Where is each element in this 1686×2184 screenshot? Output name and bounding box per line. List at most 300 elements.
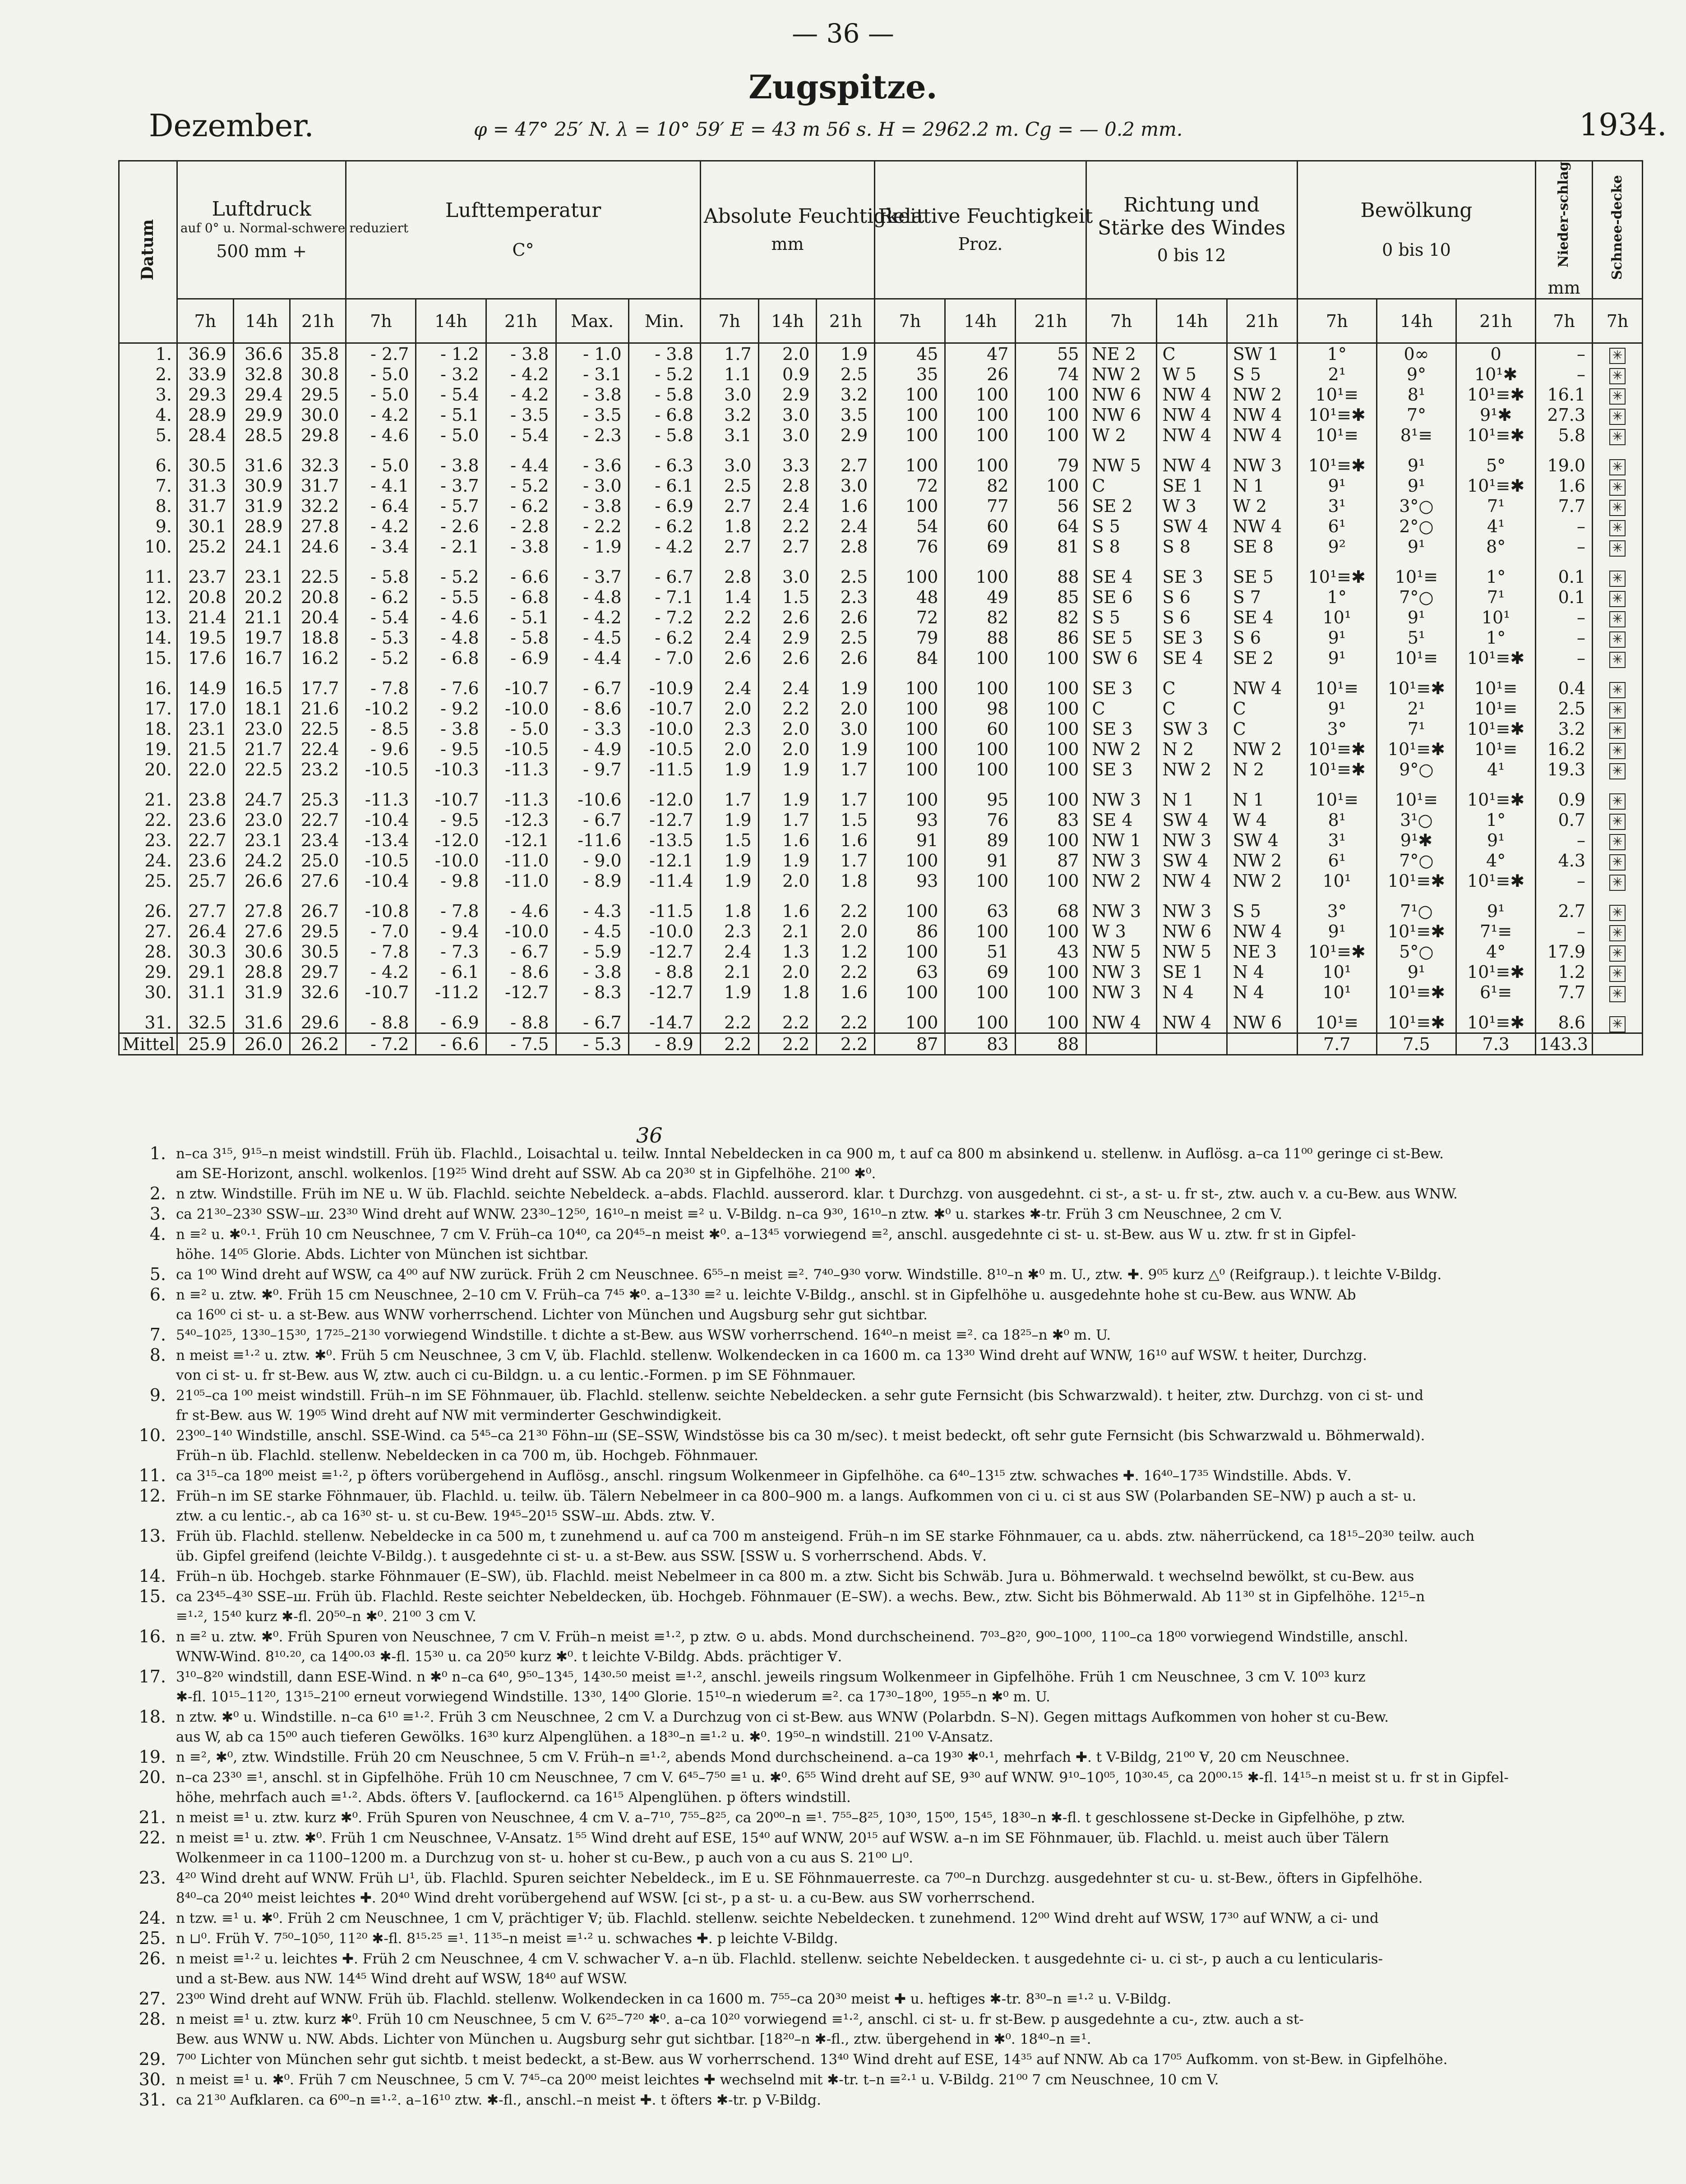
rel-humidity-14h: 60 <box>945 719 1016 739</box>
temp-7h: -10.4 <box>346 871 416 891</box>
remark-day: 20. <box>139 1767 166 1787</box>
temp-max: - 6.7 <box>556 810 628 830</box>
pressure-14h: 16.5 <box>233 668 290 698</box>
date-cell: 10. <box>119 536 177 557</box>
sub-7h: 7h <box>700 299 758 343</box>
snow-cover-7h <box>1593 627 1643 648</box>
pressure-21h: 16.2 <box>290 648 346 668</box>
sub-21h: 21h <box>290 299 346 343</box>
observation-table <box>118 160 1643 1055</box>
wind-21h: SE 8 <box>1227 536 1297 557</box>
temp-21h: - 8.6 <box>486 962 556 982</box>
wind-14h: NW 5 <box>1156 941 1227 962</box>
cloud-14h: 10¹≡✱ <box>1377 921 1456 941</box>
temp-max: - 9.7 <box>556 759 628 779</box>
pressure-14h: 19.7 <box>233 627 290 648</box>
abs-humidity-7h: 2.1 <box>700 962 758 982</box>
wind-14h: N 2 <box>1156 739 1227 759</box>
abs-humidity-21h: 1.9 <box>817 343 875 364</box>
rel-humidity-14h: 100 <box>945 405 1016 425</box>
temp-14h: - 4.8 <box>416 627 486 648</box>
abs-humidity-21h: 2.2 <box>817 891 875 921</box>
snow-cover-7h <box>1593 1002 1643 1033</box>
wind-21h: W 2 <box>1227 496 1297 516</box>
wind-14h: SE 1 <box>1156 962 1227 982</box>
temp-7h: - 5.0 <box>346 445 416 475</box>
rel-humidity-14h: 100 <box>945 648 1016 668</box>
remark-text: n meist ≡¹ u. ztw. kurz ✱⁰. Früh Spuren von Neuschnee, 4 cm V. a–7¹⁰, 7⁵⁵–8²⁵, ca 20⁰⁰–n ≡¹. 7⁵⁵–8²⁵, 10³⁰, 15⁰⁰, 15⁴⁵, 18³⁰–n ✱-fl. t geschlossene st-Decke in Gipfelhöhe, p ztw. <box>176 1810 1405 1826</box>
wind-14h: SW 4 <box>1156 850 1227 871</box>
snow-cover-7h <box>1593 941 1643 962</box>
remark-day: 14. <box>139 1566 166 1586</box>
remark-day: 4. <box>149 1224 166 1244</box>
pressure-7h: 23.6 <box>177 810 233 830</box>
snow-cover-symbol: ✳ <box>1609 793 1626 810</box>
abs-humidity-21h: 1.6 <box>817 830 875 850</box>
cloud-7h: 10¹≡✱ <box>1297 739 1377 759</box>
rel-humidity-7h: 100 <box>875 557 945 587</box>
remark-row <box>118 1486 1643 1526</box>
pressure-14h: 27.6 <box>233 921 290 941</box>
temp-min: - 7.2 <box>628 607 700 627</box>
remark-text: 21⁰⁵–ca 1⁰⁰ meist windstill. Früh–n im SE Föhnmauer, üb. Flachld. stellenw. seichte Nebeldecken. a sehr gute Fernsicht (bis Schwarzwald). t heiter, ztw. Durchzg. von ci st- und fr st-Bew. aus W. 19⁰⁵ Wind dreht auf NW mit verminderter Geschwindigkeit. <box>176 1387 1424 1424</box>
rel-humidity-14h: 83 <box>945 1033 1016 1055</box>
date-cell: 17. <box>119 698 177 719</box>
snow-cover-7h <box>1593 496 1643 516</box>
snow-cover-7h <box>1593 759 1643 779</box>
temp-14h: -12.0 <box>416 830 486 850</box>
temp-21h: - 5.2 <box>486 475 556 496</box>
snow-cover-symbol: ✳ <box>1609 520 1626 536</box>
abs-humidity-7h: 2.7 <box>700 496 758 516</box>
temp-21h: - 4.2 <box>486 384 556 405</box>
rel-humidity-14h: 100 <box>945 759 1016 779</box>
pressure-21h: 32.6 <box>290 982 346 1002</box>
rel-humidity-7h: 100 <box>875 384 945 405</box>
wind-14h: NW 3 <box>1156 830 1227 850</box>
cloud-21h: 10¹≡✱ <box>1456 1002 1536 1033</box>
temp-7h: - 4.2 <box>346 516 416 536</box>
pressure-7h: 17.6 <box>177 648 233 668</box>
temp-7h: - 3.4 <box>346 536 416 557</box>
wind-7h: NW 4 <box>1086 1002 1156 1033</box>
table-row <box>119 627 1643 648</box>
pressure-7h: 29.1 <box>177 962 233 982</box>
table-row <box>119 698 1643 719</box>
date-cell: 30. <box>119 982 177 1002</box>
rel-humidity-7h: 91 <box>875 830 945 850</box>
snow-cover-symbol: ✳ <box>1609 500 1626 516</box>
precip-7h: – <box>1536 343 1593 364</box>
cloud-7h: 9¹ <box>1297 698 1377 719</box>
precip-7h: 7.7 <box>1536 982 1593 1002</box>
rel-humidity-14h: 63 <box>945 891 1016 921</box>
sub-7h: 7h <box>875 299 945 343</box>
cloud-21h: 1° <box>1456 810 1536 830</box>
temp-7h: - 5.8 <box>346 557 416 587</box>
pressure-7h: 31.1 <box>177 982 233 1002</box>
temp-14h: - 4.6 <box>416 607 486 627</box>
pressure-21h: 20.4 <box>290 607 346 627</box>
date-cell: 23. <box>119 830 177 850</box>
temp-min: - 6.8 <box>628 405 700 425</box>
pressure-21h: 23.2 <box>290 759 346 779</box>
remark-text: n ⊔⁰. Früh Ɐ. 7⁵⁰–10⁵⁰, 11²⁰ ✱-fl. 8¹⁵·²⁵ ≡¹. 11³⁵–n meist ≡¹·² u. schwaches ✚. p leichte V-Bildg. <box>176 1931 838 1947</box>
snow-cover-7h <box>1593 364 1643 384</box>
cloud-14h: 10¹≡✱ <box>1377 739 1456 759</box>
temp-14h: - 7.8 <box>416 891 486 921</box>
temp-7h: - 7.8 <box>346 668 416 698</box>
snow-cover-7h <box>1593 343 1643 364</box>
temp-min: - 6.1 <box>628 475 700 496</box>
remark-day: 7. <box>149 1325 166 1345</box>
remark-row <box>118 1264 1643 1285</box>
remark-day: 10. <box>139 1425 166 1445</box>
sub-7h: 7h <box>1536 299 1593 343</box>
date-cell: 21. <box>119 779 177 810</box>
table-row <box>119 496 1643 516</box>
wind-21h: N 2 <box>1227 759 1297 779</box>
wind-21h: SE 2 <box>1227 648 1297 668</box>
pressure-14h: 20.2 <box>233 587 290 607</box>
abs-humidity-14h: 1.6 <box>758 830 817 850</box>
date-cell: 24. <box>119 850 177 871</box>
snow-cover-symbol: ✳ <box>1609 429 1626 445</box>
remark-row <box>118 1807 1643 1828</box>
temp-21h: - 3.8 <box>486 343 556 364</box>
wind-21h <box>1227 1033 1297 1055</box>
temp-14h: -10.0 <box>416 850 486 871</box>
temp-max: - 3.8 <box>556 496 628 516</box>
abs-humidity-7h: 1.5 <box>700 830 758 850</box>
rel-humidity-21h: 100 <box>1016 1002 1086 1033</box>
rel-humidity-7h: 100 <box>875 779 945 810</box>
rel-humidity-7h: 100 <box>875 891 945 921</box>
wind-7h: SE 4 <box>1086 810 1156 830</box>
snow-cover-7h <box>1593 516 1643 536</box>
pressure-7h: 25.9 <box>177 1033 233 1055</box>
abs-humidity-7h: 3.2 <box>700 405 758 425</box>
rel-humidity-7h: 100 <box>875 850 945 871</box>
date-cell: 22. <box>119 810 177 830</box>
snow-cover-7h <box>1593 739 1643 759</box>
table-row <box>119 536 1643 557</box>
cloud-7h: 3¹ <box>1297 496 1377 516</box>
cloud-14h: 7° <box>1377 405 1456 425</box>
rel-humidity-21h: 43 <box>1016 941 1086 962</box>
abs-humidity-7h: 2.2 <box>700 1002 758 1033</box>
snow-cover-symbol: ✳ <box>1609 814 1626 830</box>
cloud-21h: 10¹✱ <box>1456 364 1536 384</box>
abs-humidity-21h: 2.3 <box>817 587 875 607</box>
station-coordinates: φ = 47° 25′ N. λ = 10° 59′ E = 43 m 56 s. H = 2962.2 m. Cg = — 0.2 mm. <box>474 118 1183 140</box>
remark-day: 1. <box>149 1143 166 1163</box>
rel-humidity-21h: 100 <box>1016 719 1086 739</box>
rel-humidity-21h: 55 <box>1016 343 1086 364</box>
pressure-14h: 26.6 <box>233 871 290 891</box>
pressure-21h: 32.3 <box>290 445 346 475</box>
pressure-14h: 16.7 <box>233 648 290 668</box>
date-cell: 5. <box>119 425 177 445</box>
rel-humidity-7h: 87 <box>875 1033 945 1055</box>
pressure-21h: 22.4 <box>290 739 346 759</box>
snow-cover-7h <box>1593 425 1643 445</box>
abs-humidity-7h: 1.9 <box>700 759 758 779</box>
abs-humidity-7h: 1.9 <box>700 810 758 830</box>
rel-humidity-7h: 72 <box>875 607 945 627</box>
wind-14h: SW 4 <box>1156 516 1227 536</box>
rel-humidity-7h: 100 <box>875 668 945 698</box>
abs-humidity-14h: 1.9 <box>758 759 817 779</box>
snow-cover-symbol: ✳ <box>1609 479 1626 496</box>
wind-21h: NW 3 <box>1227 445 1297 475</box>
snow-cover-7h <box>1593 668 1643 698</box>
wind-7h: SE 6 <box>1086 587 1156 607</box>
table-row <box>119 921 1643 941</box>
date-cell: 15. <box>119 648 177 668</box>
pressure-21h: 18.8 <box>290 627 346 648</box>
wind-14h: SW 3 <box>1156 719 1227 739</box>
table-row <box>119 445 1643 475</box>
wind-21h: W 4 <box>1227 810 1297 830</box>
cloud-7h: 10¹≡✱ <box>1297 759 1377 779</box>
temperature-header: Lufttemperatur C° <box>346 161 700 299</box>
cloud-7h: 10¹ <box>1297 962 1377 982</box>
cloud-7h: 1° <box>1297 587 1377 607</box>
temp-21h: -10.0 <box>486 921 556 941</box>
precip-7h: – <box>1536 648 1593 668</box>
temp-max: -11.6 <box>556 830 628 850</box>
cloud-14h: 9¹ <box>1377 962 1456 982</box>
abs-humidity-14h: 2.8 <box>758 475 817 496</box>
cloud-21h: 7¹ <box>1456 587 1536 607</box>
pressure-7h: 14.9 <box>177 668 233 698</box>
temp-21h: - 5.0 <box>486 719 556 739</box>
precip-7h: 2.7 <box>1536 891 1593 921</box>
temp-max: - 5.3 <box>556 1033 628 1055</box>
cloud-21h: 7.3 <box>1456 1033 1536 1055</box>
wind-7h: SW 6 <box>1086 648 1156 668</box>
snow-cover-symbol: ✳ <box>1609 348 1626 364</box>
rel-humidity-21h: 100 <box>1016 425 1086 445</box>
temp-7h: -11.3 <box>346 779 416 810</box>
pressure-7h: 25.7 <box>177 871 233 891</box>
remark-row <box>118 1989 1643 2009</box>
remark-row <box>118 1949 1643 1989</box>
abs-humidity-21h: 1.6 <box>817 496 875 516</box>
temp-7h: - 4.2 <box>346 962 416 982</box>
abs-humidity-21h: 1.8 <box>817 871 875 891</box>
pressure-7h: 25.2 <box>177 536 233 557</box>
temp-14h: - 2.6 <box>416 516 486 536</box>
remark-day: 3. <box>149 1204 166 1224</box>
temp-14h: - 5.4 <box>416 384 486 405</box>
wind-header: Richtung und Stärke des Windes 0 bis 12 <box>1086 161 1297 299</box>
sub-21h: 21h <box>1227 299 1297 343</box>
date-cell: Mittel <box>119 1033 177 1055</box>
rel-humidity-21h: 79 <box>1016 445 1086 475</box>
temp-max: - 3.8 <box>556 384 628 405</box>
wind-7h: NW 5 <box>1086 941 1156 962</box>
pressure-21h: 29.7 <box>290 962 346 982</box>
abs-humidity-14h: 2.9 <box>758 384 817 405</box>
rel-humidity-7h: 84 <box>875 648 945 668</box>
temp-max: - 3.8 <box>556 962 628 982</box>
remark-day: 16. <box>139 1626 166 1646</box>
remark-day: 5. <box>149 1264 166 1284</box>
remark-text: ca 21³⁰ Aufklaren. ca 6⁰⁰–n ≡¹·². a–16¹⁰ ztw. ✱-fl., anschl.–n meist ✚. t öfters ✱-tr. p V-Bildg. <box>176 2092 821 2108</box>
cloud-14h: 10¹≡✱ <box>1377 982 1456 1002</box>
rel-humidity-14h: 100 <box>945 445 1016 475</box>
rel-humidity-14h: 98 <box>945 698 1016 719</box>
snow-cover-symbol: ✳ <box>1609 763 1626 779</box>
rel-humidity-14h: 100 <box>945 982 1016 1002</box>
snow-cover-7h <box>1593 719 1643 739</box>
cloud-14h: 9¹✱ <box>1377 830 1456 850</box>
abs-humidity-7h: 1.4 <box>700 587 758 607</box>
abs-humidity-14h: 0.9 <box>758 364 817 384</box>
remark-text: 7⁰⁰ Lichter von München sehr gut sichtb. t meist bedeckt, a st-Bew. aus W vorherrschend. 13⁴⁰ Wind dreht auf ESE, 14³⁵ auf NNW. Ab ca 17⁰⁵ Aufkomm. von st-Bew. in Gipfelhöhe. <box>176 2051 1448 2068</box>
temp-min: -12.0 <box>628 779 700 810</box>
cloud-14h: 10¹≡ <box>1377 648 1456 668</box>
abs-humidity-7h: 2.4 <box>700 627 758 648</box>
temp-14h: - 9.2 <box>416 698 486 719</box>
table-row <box>119 475 1643 496</box>
rel-humidity-21h: 100 <box>1016 921 1086 941</box>
abs-humidity-21h: 2.6 <box>817 607 875 627</box>
cloud-14h: 8¹ <box>1377 384 1456 405</box>
sub-7h: 7h <box>177 299 233 343</box>
remark-row <box>118 1184 1643 1204</box>
remark-day: 6. <box>149 1285 166 1304</box>
wind-7h: NW 3 <box>1086 779 1156 810</box>
rel-humidity-21h: 83 <box>1016 810 1086 830</box>
sub-21h: 21h <box>817 299 875 343</box>
remark-row <box>118 2069 1643 2090</box>
abs-humidity-7h: 1.7 <box>700 779 758 810</box>
temp-min: - 8.9 <box>628 1033 700 1055</box>
pressure-21h: 32.2 <box>290 496 346 516</box>
pressure-21h: 29.5 <box>290 921 346 941</box>
abs-humidity-21h: 2.2 <box>817 1033 875 1055</box>
pressure-14h: 28.5 <box>233 425 290 445</box>
remark-row <box>118 1667 1643 1707</box>
rel-humidity-7h: 72 <box>875 475 945 496</box>
rel-humidity-7h: 100 <box>875 941 945 962</box>
date-cell: 13. <box>119 607 177 627</box>
temp-max: - 1.0 <box>556 343 628 364</box>
table-row <box>119 891 1643 921</box>
abs-humidity-21h: 2.5 <box>817 364 875 384</box>
pressure-7h: 21.4 <box>177 607 233 627</box>
sub-14h: 14h <box>416 299 486 343</box>
remark-text: n meist ≡¹ u. ✱⁰. Früh 7 cm Neuschnee, 5 cm V. 7⁴⁵–ca 20⁰⁰ meist leichtes ✚ wechselnd mit ✱-tr. t–n ≡²·¹ u. V-Bildg. 21⁰⁰ 7 cm Neuschnee, 10 cm V. <box>176 2072 1219 2088</box>
rel-humidity-7h: 100 <box>875 405 945 425</box>
cloud-21h: 7¹ <box>1456 496 1536 516</box>
wind-7h: C <box>1086 475 1156 496</box>
precip-7h: 19.0 <box>1536 445 1593 475</box>
cloud-7h: 10¹≡✱ <box>1297 405 1377 425</box>
wind-21h: NW 2 <box>1227 850 1297 871</box>
wind-21h: SW 1 <box>1227 343 1297 364</box>
cloud-21h: 4¹ <box>1456 516 1536 536</box>
rel-humidity-14h: 100 <box>945 739 1016 759</box>
pressure-21h: 29.6 <box>290 1002 346 1033</box>
date-header: Datum <box>119 161 177 343</box>
abs-humidity-14h: 2.1 <box>758 921 817 941</box>
remark-row <box>118 1586 1643 1626</box>
wind-14h: C <box>1156 668 1227 698</box>
temp-max: - 6.7 <box>556 668 628 698</box>
cloud-7h: 10¹ <box>1297 871 1377 891</box>
snow-cover-symbol: ✳ <box>1609 834 1626 850</box>
snow-cover-7h <box>1593 982 1643 1002</box>
remark-day: 13. <box>139 1526 166 1546</box>
remark-text: ca 3¹⁵–ca 18⁰⁰ meist ≡¹·², p öfters vorübergehend in Auflösg., anschl. ringsum Wolkenmeer in Gipfelhöhe. ca 6⁴⁰–13¹⁵ ztw. schwaches ✚. 16⁴⁰–17³⁵ Windstille. Abds. Ɐ. <box>176 1468 1352 1484</box>
temp-min: -12.1 <box>628 850 700 871</box>
date-cell: 7. <box>119 475 177 496</box>
pressure-21h: 30.8 <box>290 364 346 384</box>
rel-humidity-14h: 51 <box>945 941 1016 962</box>
remark-day: 26. <box>139 1949 166 1968</box>
cloud-14h: 9°○ <box>1377 759 1456 779</box>
pressure-14h: 31.6 <box>233 1002 290 1033</box>
precip-7h: 4.3 <box>1536 850 1593 871</box>
temp-min: - 6.2 <box>628 516 700 536</box>
month-label: Dezember. <box>149 108 314 144</box>
abs-humidity-14h: 3.0 <box>758 557 817 587</box>
snow-cover-symbol: ✳ <box>1609 409 1626 425</box>
temp-21h: - 6.7 <box>486 941 556 962</box>
cloud-21h: 10¹≡✱ <box>1456 962 1536 982</box>
wind-7h: SE 2 <box>1086 496 1156 516</box>
remark-text: n meist ≡¹·² u. leichtes ✚. Früh 2 cm Neuschnee, 4 cm V. schwacher Ɐ. a–n üb. Flachld. stellenw. seichte Nebeldecken. t ausgedehnte ci- u. ci st-, p auch a cu lenticularis- und a st-Bew. aus NW. 14⁴⁵ Wind dreht auf WSW, 18⁴⁰ auf WSW. <box>176 1951 1383 1987</box>
snow-cover-symbol: ✳ <box>1609 854 1626 871</box>
wind-7h: SE 3 <box>1086 759 1156 779</box>
cloud-7h: 8¹ <box>1297 810 1377 830</box>
wind-7h: C <box>1086 698 1156 719</box>
temp-21h: - 3.5 <box>486 405 556 425</box>
temp-14h: - 1.2 <box>416 343 486 364</box>
temp-max: - 6.7 <box>556 1002 628 1033</box>
sub-14h: 14h <box>1377 299 1456 343</box>
cloud-14h: 9¹ <box>1377 607 1456 627</box>
precip-7h: 2.5 <box>1536 698 1593 719</box>
wind-14h: NW 4 <box>1156 425 1227 445</box>
temp-21h: - 4.4 <box>486 445 556 475</box>
snow-cover-7h <box>1593 587 1643 607</box>
snow-cover-7h <box>1593 536 1643 557</box>
temp-21h: -10.5 <box>486 739 556 759</box>
temp-21h: - 3.8 <box>486 536 556 557</box>
cloud-21h: 9¹ <box>1456 830 1536 850</box>
table-row <box>119 587 1643 607</box>
abs-humidity-7h: 1.9 <box>700 850 758 871</box>
remark-text: n ≡², ✱⁰, ztw. Windstille. Früh 20 cm Neuschnee, 5 cm V. Früh–n ≡¹·², abends Mond durchscheinend. a–ca 19³⁰ ✱⁰·¹, mehrfach ✚. t V-Bildg, 21⁰⁰ Ɐ, 20 cm Neuschnee. <box>176 1749 1350 1765</box>
remark-row <box>118 1526 1643 1566</box>
pressure-14h: 21.1 <box>233 607 290 627</box>
wind-21h: N 1 <box>1227 475 1297 496</box>
cloud-21h: 10¹≡ <box>1456 739 1536 759</box>
snow-cover-symbol: ✳ <box>1609 743 1626 759</box>
remark-row <box>118 1285 1643 1325</box>
rel-humidity-7h: 86 <box>875 921 945 941</box>
temp-min: -13.5 <box>628 830 700 850</box>
cloud-14h: 8¹≡ <box>1377 425 1456 445</box>
temp-max: - 4.8 <box>556 587 628 607</box>
snow-cover-symbol: ✳ <box>1609 611 1626 627</box>
pressure-14h: 22.5 <box>233 759 290 779</box>
